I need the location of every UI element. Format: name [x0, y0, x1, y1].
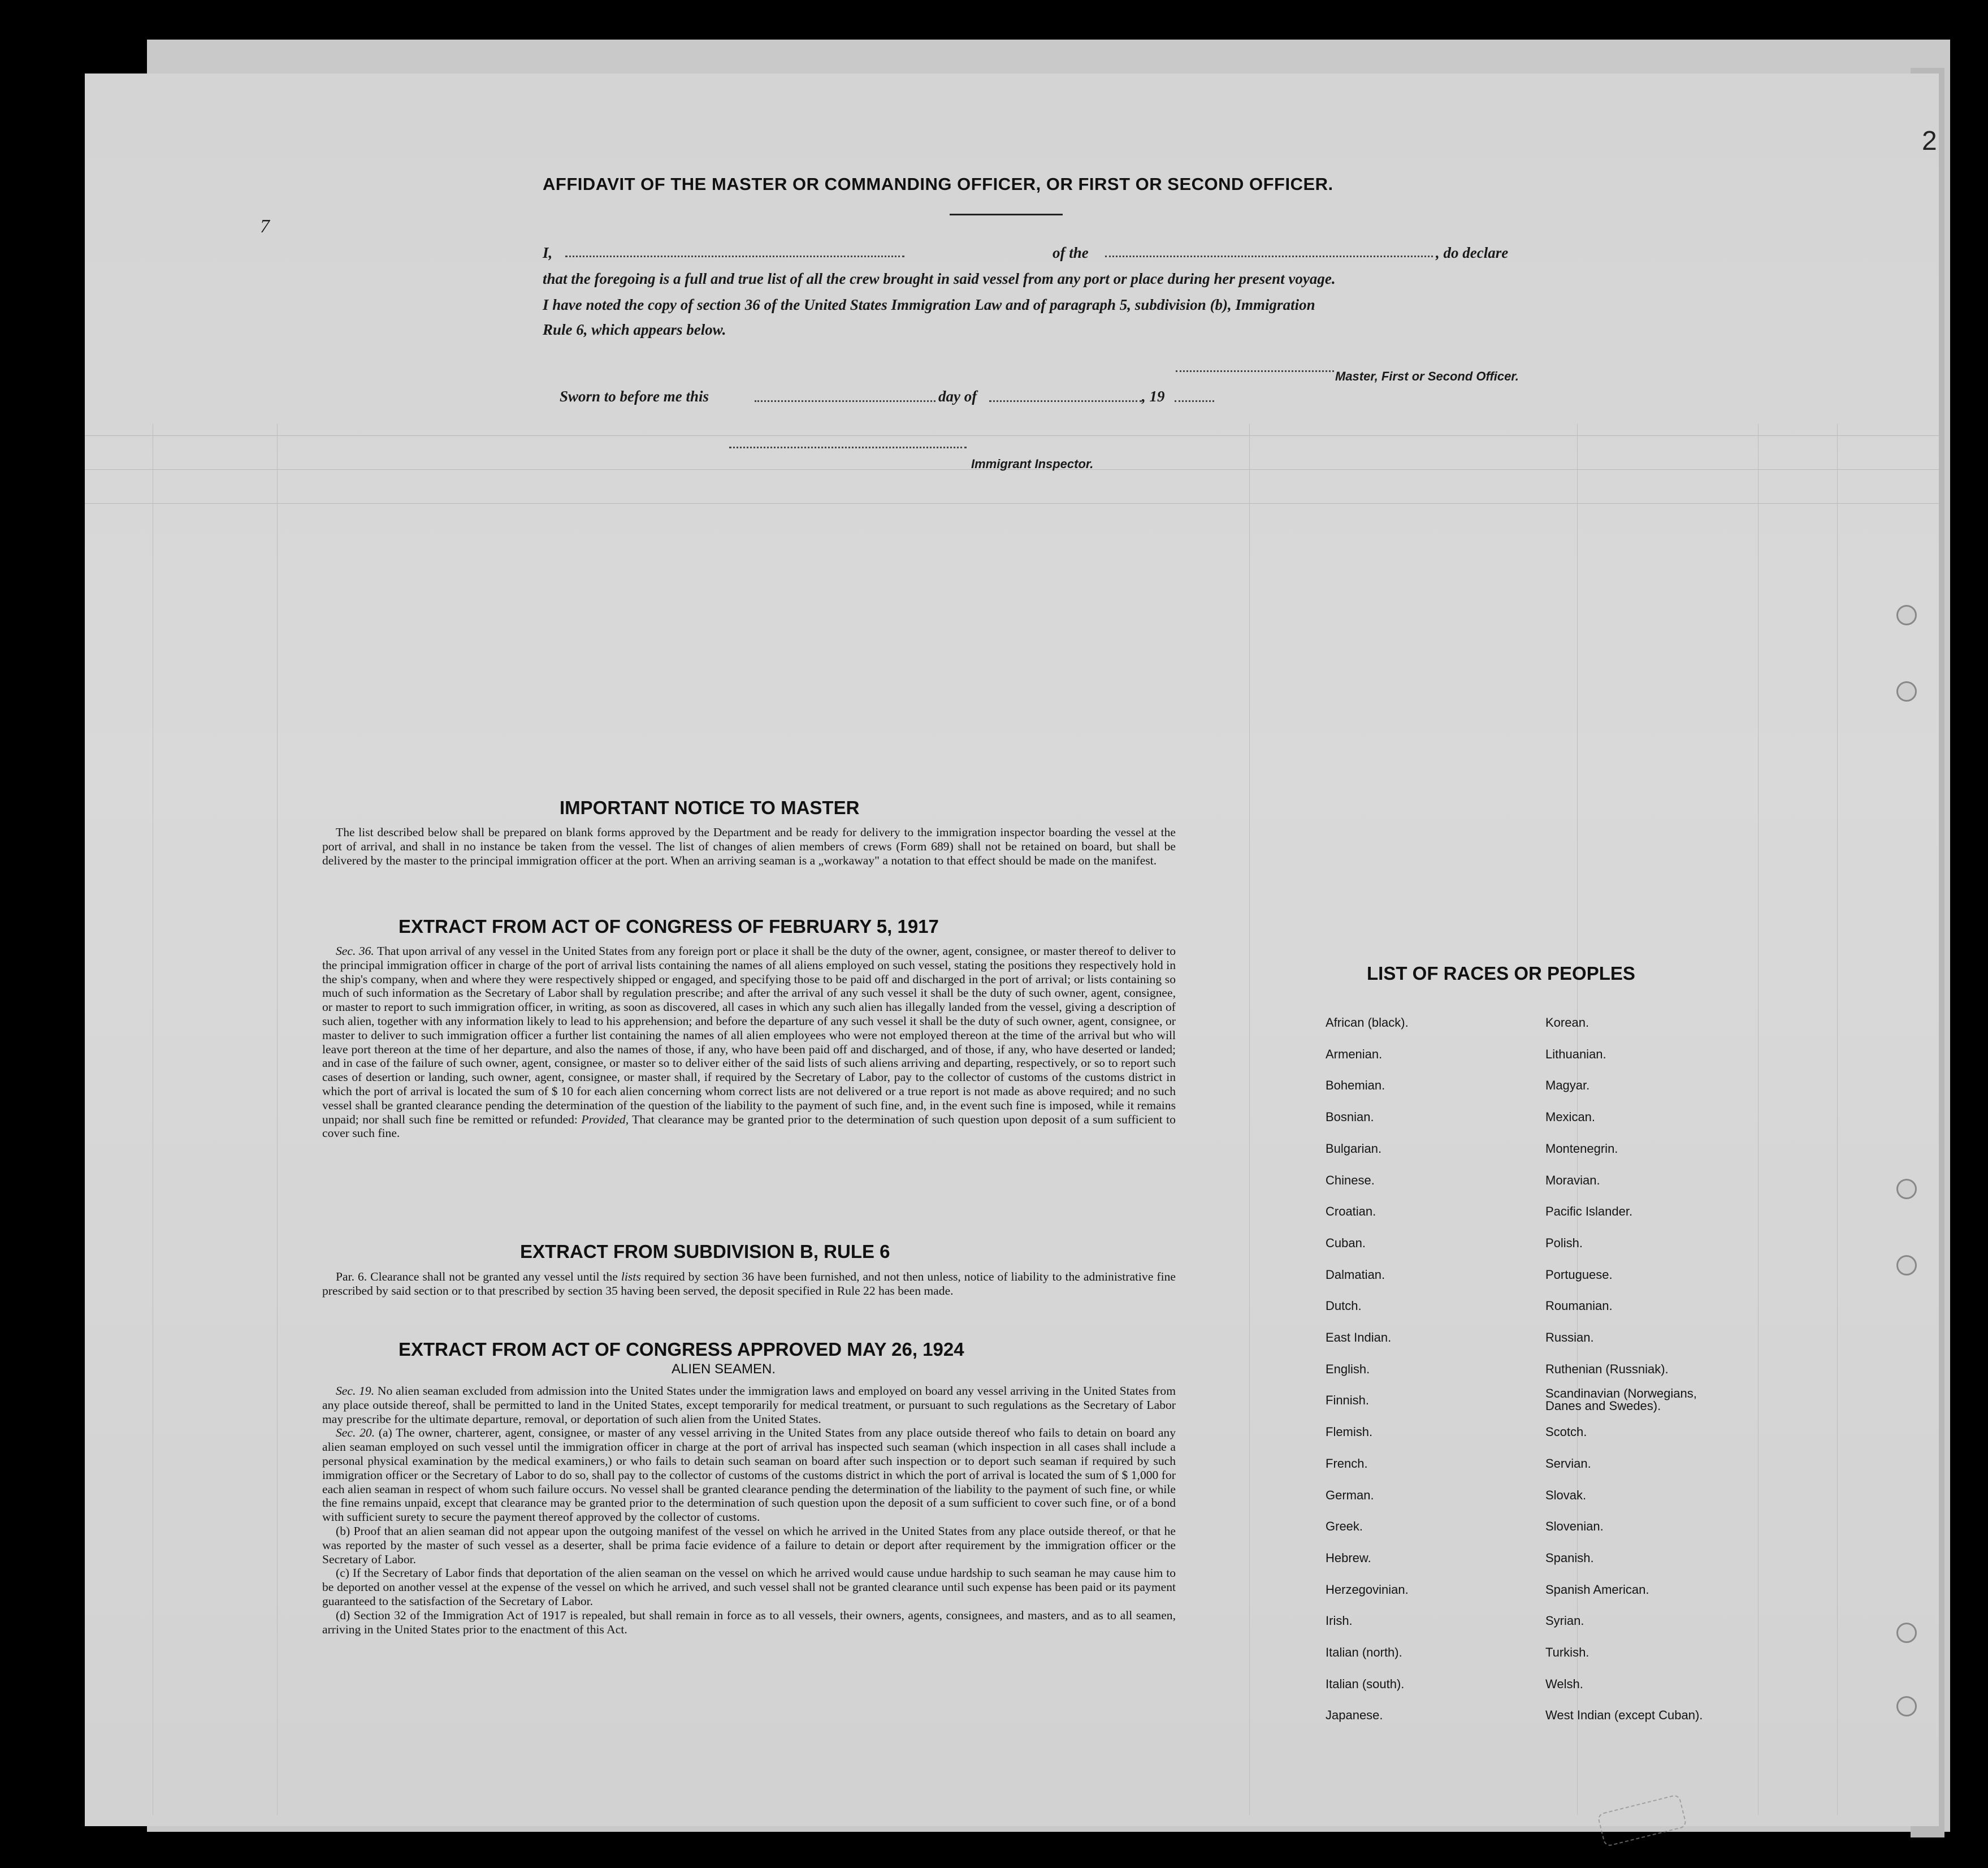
- act-1917-sec: Sec. 36.: [336, 944, 374, 958]
- faint-stamp: [1597, 1794, 1687, 1848]
- race-item-right-21: Welsh.: [1545, 1676, 1583, 1691]
- race-item-right-15: Slovak.: [1545, 1488, 1587, 1502]
- sworn-start: Sworn to before me this: [560, 388, 709, 405]
- rule6-title: EXTRACT FROM SUBDIVISION B, RULE 6: [520, 1241, 890, 1262]
- race-item-right-12: Scandinavian (Norwegians, Danes and Swedes).: [1545, 1386, 1697, 1413]
- race-item-right-11: Ruthenian (Russniak).: [1545, 1361, 1669, 1376]
- sec-19-body: No alien seaman excluded from admission into the United States under the immigration laws and employed on board any vessel arriving in the United States from any place outside thereof, shall be permitted to land in the United States, except temporarily for medical treatment, or pursuant to such regulations as the Secretary of Labor may prescribe for the ultimate departure, removal, or deportation of such alien from the United States.: [322, 1384, 1176, 1426]
- race-item-right-20: Turkish.: [1545, 1645, 1589, 1659]
- race-item-right-9: Roumanian.: [1545, 1299, 1613, 1313]
- vessel-blank: [1105, 256, 1433, 257]
- bleed-line: [1758, 424, 1759, 1815]
- name-blank: [565, 256, 904, 257]
- declare-of-the: of the: [1053, 244, 1089, 261]
- sec-20: [322, 1426, 1176, 1524]
- race-item-right-17: Spanish.: [1545, 1550, 1594, 1565]
- race-item-left-2: Bohemian.: [1326, 1078, 1385, 1093]
- punch-hole: [1896, 1255, 1917, 1275]
- rule6-lists: lists: [621, 1270, 641, 1283]
- punch-hole: [1896, 681, 1917, 702]
- act-1924-text: [322, 1384, 1176, 1636]
- sec-20a: (a) The owner, charterer, agent, consignee, or master of any vessel arriving in the United States from any place outside thereof who fails to detain on board any alien seaman employed on such vessel until the immigration officer in charge at the port of arrival has inspected such seaman (which inspection in all cases shall include a personal physical examination by the medical examiners,) or who fails to detain such seaman on board after such inspection or to deport such seaman if required by such immigration officer or the Secretary of Labor to do so, shall pay to the collector of customs of the customs district in which the port of arrival is located the sum of $ 1,000 for each alien seaman in respect of whom such failure occurs. No vessel shall be granted clearance pending the determination of the liability to the payment of such fine, or while the fine remains unpaid, except that clearance may be granted prior to the determination of such question upon the deposit of a sum sufficient to cover such fine, or of a bond with sufficient surety to secure the payment thereof approved by the collector of customs.: [322, 1426, 1176, 1524]
- race-item-left-21: Italian (south).: [1326, 1676, 1405, 1691]
- corner-number: 2: [1922, 126, 1937, 156]
- act-1917-text: [322, 944, 1176, 1140]
- inspector-blank: [729, 447, 967, 448]
- race-item-right-10: Russian.: [1545, 1330, 1594, 1344]
- declare-end: , do declare: [1436, 244, 1509, 261]
- race-item-left-16: Greek.: [1326, 1519, 1363, 1534]
- act-1917-title: EXTRACT FROM ACT OF CONGRESS OF FEBRUARY 5, 1917: [399, 916, 939, 937]
- sworn-day: day of: [938, 388, 977, 405]
- sworn-month-blank: [989, 400, 1142, 402]
- race-item-right-7: Polish.: [1545, 1235, 1583, 1250]
- sworn-year-blank: [1175, 400, 1214, 402]
- race-item-right-19: Syrian.: [1545, 1614, 1584, 1628]
- race-item-right-1: Lithuanian.: [1545, 1047, 1606, 1061]
- notice-body: The list described below shall be prepared on blank forms approved by the Department and be ready for delivery to the immigration inspector boarding the vessel at the port of arrival, and shall in no instance be taken from the vessel. The list of changes of alien members of crews (Form 689) shall not be retained on board, but shall be delivered by the master to the principal immigration officer at the port. When an arriving seaman is a „workaway" a notation to that effect should be made on the manifest.: [322, 825, 1176, 867]
- race-item-left-5: Chinese.: [1326, 1173, 1375, 1187]
- race-item-left-19: Irish.: [1326, 1614, 1353, 1628]
- declare-line-3: I have noted the copy of section 36 of the United States Immigration Law and of paragraph 5, subdivision (b), Immigration: [543, 296, 1315, 313]
- sworn-year: , 19: [1142, 388, 1165, 405]
- race-item-left-15: German.: [1326, 1488, 1374, 1502]
- act-1924-subtitle: ALIEN SEAMEN.: [672, 1361, 776, 1377]
- race-item-right-13: Scotch.: [1545, 1425, 1587, 1439]
- race-item-left-13: Flemish.: [1326, 1425, 1373, 1439]
- punch-hole: [1896, 1179, 1917, 1199]
- race-item-left-17: Hebrew.: [1326, 1550, 1371, 1565]
- act-1917-end: That clearance may be granted prior to the determination of such question upon deposit of a sum sufficient to cover such fine.: [322, 1112, 1176, 1140]
- race-item-right-6: Pacific Islander.: [1545, 1204, 1633, 1219]
- sec-19: [322, 1384, 1176, 1426]
- bleed-line: [85, 503, 1939, 504]
- rule6-a: Par. 6. Clearance shall not be granted any vessel until the: [336, 1270, 618, 1283]
- declare-line-4: Rule 6, which appears below.: [543, 321, 726, 338]
- notice-title: IMPORTANT NOTICE TO MASTER: [560, 797, 860, 818]
- sec-20c: (c) If the Secretary of Labor finds that deportation of the alien seaman on the vessel on which he arrived would cause undue hardship to such seaman he may cause him to be deported on another vessel at the expense of the vessel on which he arrived, and such vessel shall not be granted clearance until such expense has been paid or its payment guaranteed to the satisfaction of the Secretary of Labor.: [322, 1566, 1176, 1608]
- race-item-right-18: Spanish American.: [1545, 1582, 1649, 1597]
- race-item-right-8: Portuguese.: [1545, 1267, 1613, 1282]
- race-item-left-14: French.: [1326, 1456, 1368, 1471]
- sworn-day-blank: [755, 400, 935, 402]
- affidavit-title: AFFIDAVIT OF THE MASTER OR COMMANDING OFFICER, OR FIRST OR SECOND OFFICER.: [543, 174, 1333, 194]
- signature-blank: [1176, 370, 1334, 372]
- races-title: LIST OF RACES OR PEOPLES: [1367, 963, 1635, 984]
- race-item-left-20: Italian (north).: [1326, 1645, 1402, 1659]
- sec-20-label: Sec. 20.: [336, 1426, 375, 1440]
- notice-text: [322, 825, 1176, 867]
- race-item-right-14: Servian.: [1545, 1456, 1591, 1471]
- bleed-line: [1249, 424, 1250, 1815]
- signature-label: Master, First or Second Officer.: [1335, 369, 1519, 383]
- declare-i: I,: [543, 244, 553, 261]
- act-1917-body: That upon arrival of any vessel in the United States from any foreign port or place it shall be the duty of the owner, agent, consignee, or master thereof to deliver to the principal immigration officer in charge of the port of arrival lists containing the names of all aliens employed on such vessel, stating the positions they respectively hold in the ship's company, when and where they were respectively shipped or engaged, and specifying those to be paid off and discharged in the port of arrival; or lists containing so much of such information as the Secretary of Labor shall by regulation prescribe; and after the arrival of any such vessel it shall be the duty of such owner, agent, consignee, or master to report to such immigration officer, in writing, as soon as discovered, all cases in which any such alien has illegally landed from the vessel, giving a description of such alien, together with any information likely to lead to his apprehension; and before the departure of any such vessel it shall be the duty of such owner, agent, consignee, or master to deliver to such immigration officer a further list containing the names of all alien employees who were not employed thereon at the time of the arrival but who will leave port thereon at the time of her departure, and also the names of those, if any, who have been paid off and discharged, and of those, if any, who have deserted or landed; and in case of the failure of such owner, agent, consignee, or master so to deliver either of the said lists of such aliens arriving and departing, respectively, or so to report such cases of desertion or landing, such owner, agent, consignee, or master shall, if required by the Secretary of Labor, pay to the collector of customs of the customs district in which the port of arrival is located the sum of $ 10 for each alien concerning whom correct lists are not delivered or a true report is not made as above required; and no such vessel shall be granted clearance pending the determination of the question of the liability to the payment of such fine, and, in the event such fine is imposed, while it remains unpaid; nor shall such fine be remitted or refunded:: [322, 944, 1176, 1126]
- race-item-right-2: Magyar.: [1545, 1078, 1590, 1093]
- race-item-left-1: Armenian.: [1326, 1047, 1383, 1061]
- race-item-left-10: East Indian.: [1326, 1330, 1392, 1344]
- act-1917-provided: Provided,: [581, 1112, 629, 1126]
- inspector-label: Immigrant Inspector.: [971, 457, 1094, 471]
- race-item-right-4: Montenegrin.: [1545, 1141, 1618, 1156]
- title-rule: [950, 214, 1063, 215]
- race-item-left-3: Bosnian.: [1326, 1110, 1374, 1125]
- act-1924-title: EXTRACT FROM ACT OF CONGRESS APPROVED MAY 26, 1924: [399, 1339, 964, 1360]
- race-item-left-22: Japanese.: [1326, 1708, 1383, 1723]
- race-item-right-5: Moravian.: [1545, 1173, 1600, 1187]
- race-item-left-7: Cuban.: [1326, 1235, 1366, 1250]
- race-item-left-11: English.: [1326, 1361, 1370, 1376]
- race-item-left-12: Finnish.: [1326, 1393, 1370, 1408]
- race-item-left-18: Herzegovinian.: [1326, 1582, 1409, 1597]
- punch-hole: [1896, 1696, 1917, 1716]
- rule6-text: [322, 1270, 1176, 1298]
- race-item-left-4: Bulgarian.: [1326, 1141, 1382, 1156]
- race-item-left-9: Dutch.: [1326, 1299, 1362, 1313]
- race-item-right-16: Slovenian.: [1545, 1519, 1604, 1534]
- punch-hole: [1896, 605, 1917, 625]
- declare-line-2: that the foregoing is a full and true list of all the crew brought in said vessel from any port or place during her present voyage.: [543, 270, 1336, 287]
- rule6-b: required by section 36 have been furnished, and not then unless, notice of liability to the administrative fine prescribed by said section or to that prescribed by section 35 having been served, the deposit specified in Rule 22 has been made.: [322, 1270, 1176, 1298]
- punch-hole: [1896, 1623, 1917, 1643]
- sheet-number: 7: [260, 216, 270, 237]
- race-item-left-0: African (black).: [1326, 1015, 1409, 1030]
- bleed-line: [85, 435, 1939, 436]
- race-item-left-8: Dalmatian.: [1326, 1267, 1385, 1282]
- bleed-line: [1837, 424, 1838, 1815]
- race-item-left-6: Croatian.: [1326, 1204, 1376, 1219]
- sec-20d: (d) Section 32 of the Immigration Act of 1917 is repealed, but shall remain in force as to all vessels, their owners, agents, consignees, and masters, and as to all seamen, arriving in the United States prior to the enactment of this Act.: [322, 1608, 1176, 1636]
- sec-20b: (b) Proof that an alien seaman did not appear upon the outgoing manifest of the vessel on which he arrived in the United States from any place outside thereof, or that he was reported by the master of such vessel as a deserter, shall be prima facie evidence of a failure to detain or deport after requirement by the immigration officer or the Secretary of Labor.: [322, 1524, 1176, 1566]
- sec-19-label: Sec. 19.: [336, 1384, 375, 1398]
- race-item-right-3: Mexican.: [1545, 1110, 1596, 1125]
- bleed-line: [277, 424, 278, 1815]
- race-item-right-22: West Indian (except Cuban).: [1545, 1708, 1703, 1723]
- race-item-right-0: Korean.: [1545, 1015, 1589, 1030]
